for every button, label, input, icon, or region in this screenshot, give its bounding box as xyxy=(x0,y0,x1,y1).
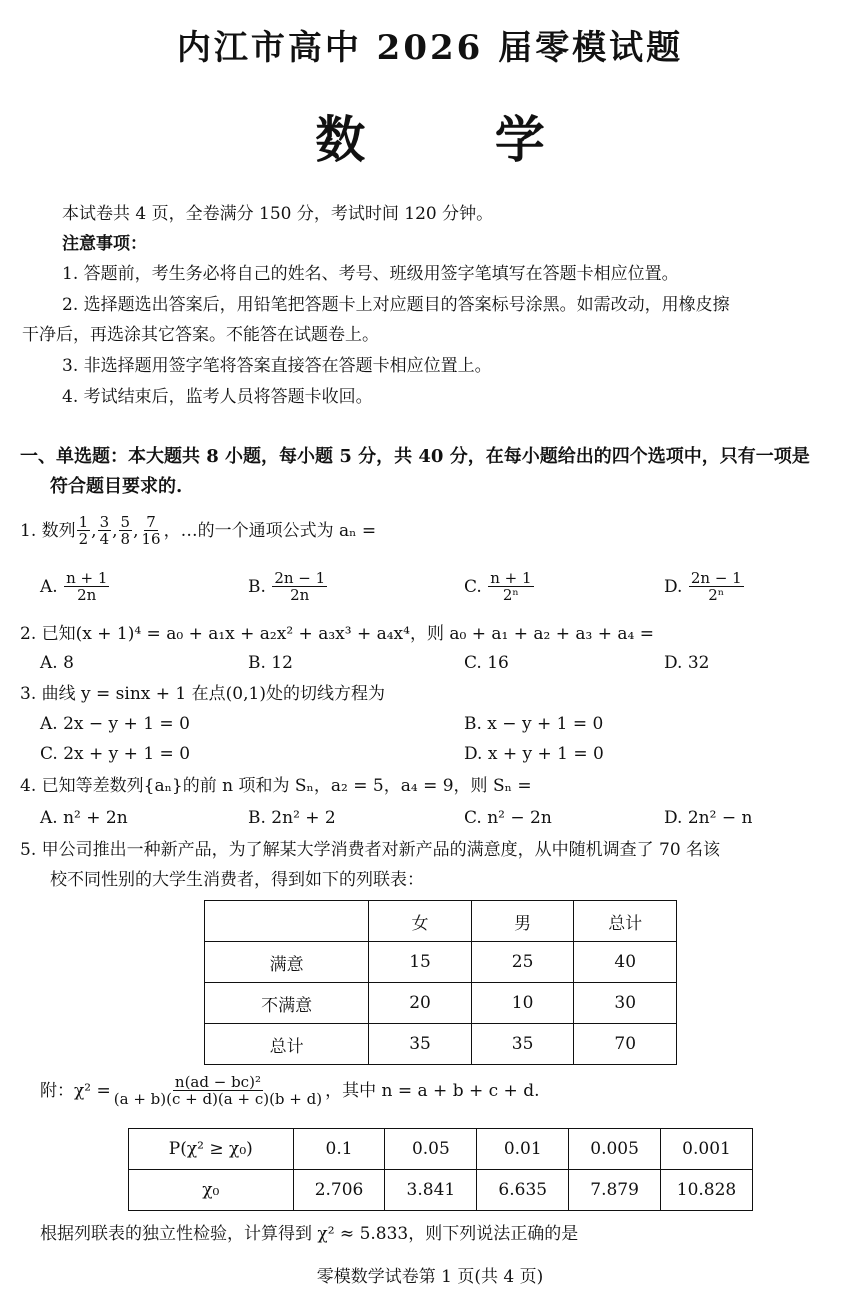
notes-heading: 注意事项： xyxy=(62,234,147,254)
table-cell: 0.1 xyxy=(293,1129,385,1170)
table-cell: 满意 xyxy=(205,942,369,983)
q1-prefix: 1. 数列 xyxy=(20,520,76,541)
table-cell: χ₀ xyxy=(129,1170,294,1211)
table-cell: 70 xyxy=(574,1024,677,1065)
q5-last-line: 根据列联表的独立性检验，计算得到 χ² ≈ 5.833，则下列说法正确的是 xyxy=(40,1224,579,1244)
q3-option-b: B. x − y + 1 = 0 xyxy=(464,714,604,734)
q1-option-d: D. $\frac{2n - 1}{\text{2ⁿ}}$ xyxy=(664,569,742,604)
table-cell: 不满意 xyxy=(205,983,369,1024)
q1-option-b: B. $\frac{2n - 1}{2n}$ xyxy=(248,569,326,604)
note-2a: 2. 选择题选出答案后，用铅笔把答题卡上对应题目的答案标号涂黑。如需改动，用橡皮擦 xyxy=(62,295,730,315)
table-header: 男 xyxy=(471,901,574,942)
table-cell: 0.05 xyxy=(385,1129,477,1170)
section1-line1: 一、单选题：本大题共 8 小题，每小题 5 分，共 40 分，在每小题给出的四个选项中，只有一项是 xyxy=(20,446,810,467)
q2-option-b: B. 12 xyxy=(248,653,293,673)
q4-option-c: C. n² − 2n xyxy=(464,808,552,828)
q1-option-c: C. $\frac{n + 1}{\text{2ⁿ}}$ xyxy=(464,569,532,604)
q2-option-d: D. 32 xyxy=(664,653,710,673)
q1-frac: $\frac{5}{8}$ xyxy=(120,513,131,548)
table-cell: 总计 xyxy=(205,1024,369,1065)
q4-option-a: A. n² + 2n xyxy=(40,808,128,828)
note-3: 3. 非选择题用签字笔将答案直接答在答题卡相应位置上。 xyxy=(62,356,492,376)
table-cell: 10 xyxy=(471,983,574,1024)
q3-option-d: D. x + y + 1 = 0 xyxy=(464,744,604,764)
table-cell: 20 xyxy=(369,983,472,1024)
q1-stem: 1. 数列 $\frac{1}{2}$ , $\frac{3}{4}$ , $\frac{5}{8}$ , $\frac{7}{16}$ ，…的一个通项公式为 aₙ = xyxy=(20,513,377,548)
table-cell: 3.841 xyxy=(385,1170,477,1211)
table-row xyxy=(205,901,677,942)
q1-option-a: A. $\frac{n + 1}{2n}$ xyxy=(40,569,108,604)
note-4: 4. 考试结束后，监考人员将答题卡收回。 xyxy=(62,387,373,407)
section1-line2: 符合题目要求的. xyxy=(50,476,183,497)
table-cell: 0.01 xyxy=(477,1129,569,1170)
exam-title: 内江市高中 2026 届零模试题 xyxy=(176,28,684,68)
table-cell: 6.635 xyxy=(477,1170,569,1211)
table-row xyxy=(205,983,677,1024)
table-row xyxy=(205,942,677,983)
note-2b: 干净后，再选涂其它答案。不能答在试题卷上。 xyxy=(22,325,379,345)
q4-option-b: B. 2n² + 2 xyxy=(248,808,336,828)
q3-option-a: A. 2x − y + 1 = 0 xyxy=(40,714,190,734)
table-cell: 7.879 xyxy=(569,1170,661,1211)
intro-text: 本试卷共 4 页，全卷满分 150 分，考试时间 120 分钟。 xyxy=(62,204,494,224)
q2-option-a: A. 8 xyxy=(40,653,74,673)
table-cell: 15 xyxy=(369,942,472,983)
q3-option-c: C. 2x + y + 1 = 0 xyxy=(40,744,191,764)
contingency-table xyxy=(204,900,677,1065)
q2-option-c: C. 16 xyxy=(464,653,509,673)
q1-frac: $\frac{7}{16}$ xyxy=(141,513,161,548)
table-row xyxy=(129,1170,753,1211)
table-cell: 40 xyxy=(574,942,677,983)
table-cell: 35 xyxy=(471,1024,574,1065)
page-footer: 零模数学试卷第 1 页(共 4 页) xyxy=(316,1267,544,1287)
table-cell: 0.005 xyxy=(569,1129,661,1170)
table-cell: 25 xyxy=(471,942,574,983)
critical-value-table xyxy=(128,1128,753,1211)
table-cell: 30 xyxy=(574,983,677,1024)
chi-square-formula: 附：χ² = $\frac{\text{n(ad − bc)²}}{(a + b)(c + d)(a + c)(b + d)}$ ，其中 n = a + b + c + d. xyxy=(40,1073,540,1108)
q1-suffix: ，…的一个通项公式为 aₙ = xyxy=(163,520,377,541)
q4-stem: 4. 已知等差数列{aₙ}的前 n 项和为 Sₙ，a₂ = 5，a₄ = 9，则 Sₙ = xyxy=(20,776,532,796)
q4-option-d: D. 2n² − n xyxy=(664,808,753,828)
table-cell: 35 xyxy=(369,1024,472,1065)
table-cell: 2.706 xyxy=(293,1170,385,1211)
q3-stem: 3. 曲线 y = sinx + 1 在点(0,1)处的切线方程为 xyxy=(20,684,385,704)
table-header: 女 xyxy=(369,901,472,942)
table-header: 总计 xyxy=(574,901,677,942)
q5-line2: 校不同性别的大学生消费者，得到如下的列联表： xyxy=(50,870,424,890)
table-row xyxy=(129,1129,753,1170)
table-cell: P(χ² ≥ χ₀) xyxy=(129,1129,294,1170)
q5-line1: 5. 甲公司推出一种新产品，为了解某大学消费者对新产品的满意度，从中随机调查了 70 名该 xyxy=(20,840,721,860)
table-row xyxy=(205,1024,677,1065)
note-1: 1. 答题前，考生务必将自己的姓名、考号、班级用签字笔填写在答题卡相应位置。 xyxy=(62,264,679,284)
subject-title: 数 学 xyxy=(315,110,601,169)
table-cell: 0.001 xyxy=(661,1129,753,1170)
q2-stem: 2. 已知(x + 1)⁴ = a₀ + a₁x + a₂x² + a₃x³ + a₄x⁴，则 a₀ + a₁ + a₂ + a₃ + a₄ = xyxy=(20,624,654,644)
table-cell: 10.828 xyxy=(661,1170,753,1211)
table-cell xyxy=(205,901,369,942)
q1-frac: $\frac{3}{4}$ xyxy=(99,513,110,548)
q1-frac: $\frac{1}{2}$ xyxy=(78,513,89,548)
